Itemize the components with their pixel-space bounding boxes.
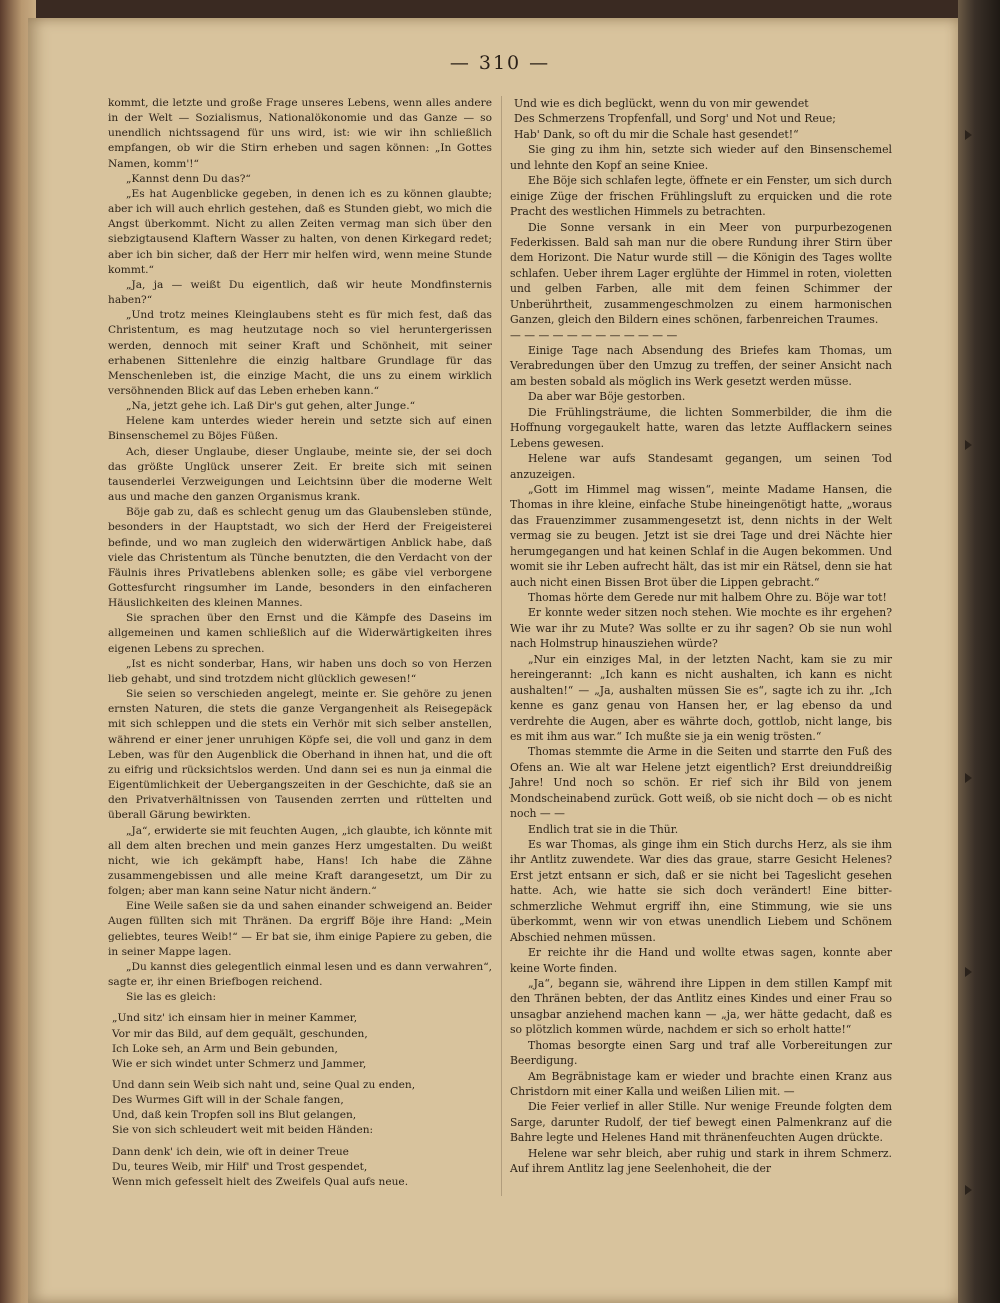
paragraph: Helene kam unterdes wieder herein und setzte sich auf einen Binsenschemel zu Böjes Füßen. (108, 415, 492, 443)
paragraph: „Und trotz meines Kleinglaubens steht es für mich fest, daß das Christentum, es mag heutzutage noch so viel heruntergerissen werden, dennoch mit seiner Kraft und Schönheit, mit seiner erhabenen Sittenlehre die einzig haltbare Grundlage für das Menschenleben ist, die einzige Macht, die uns zu einem wirklich versöhnenden Blick auf das Leben erheben kann.“ (108, 309, 492, 397)
paragraph: „Nur ein einziges Mal, in der letzten Nacht, kam sie zu mir hereingerannt: „Ich kann es nicht aushalten, ich kann es nicht aushalten!“ — „Ja, aushalten müssen Sie es“, sagte ich zu ihr. „Ich kenne es ganz genau von Hansen her, er lag ebenso da und verdrehte die Augen, aber es währte doch, gottlob, nicht lange, bis es mit ihm aus war.“ Ich mußte sie ja ein wenig trösten.“ (510, 652, 892, 743)
paragraph: Sie ging zu ihm hin, setzte sich wieder auf den Binsenschemel und lehnte den Kopf an seine Kniee. (510, 143, 892, 172)
paragraph: Die Feier verlief in aller Stille. Nur wenige Freunde folgten dem Sarge, darunter Rudolf, der tief bewegt einen Palmenkranz auf die Bahre legte und Helenes Hand mit thränenfeuchten Augen drückte. (510, 1100, 892, 1145)
verse-line: Sie von sich schleudert weit mit beiden Händen: (112, 1124, 374, 1137)
paragraph: Ehe Böje sich schlafen legte, öffnete er ein Fenster, um sich durch einige Züge der frischen Frühlingsluft zu erquicken und die rote Pracht des westlichen Himmels zu betrachten. (510, 174, 892, 219)
paragraph: Helene war sehr bleich, aber ruhig und stark in ihrem Schmerz. Auf ihrem Antlitz lag jene Seelenhoheit, die der (510, 1146, 892, 1176)
verse-line: Ich Loke seh, an Arm und Bein gebunden, (112, 1042, 338, 1055)
scan-marker-icon (965, 773, 972, 783)
verse-line: Des Wurmes Gift will in der Schale fangen, (112, 1094, 344, 1107)
paragraph: Eine Weile saßen sie da und sahen einander schweigend an. Beider Augen füllten sich mit Thränen. Da ergriff Böje ihre Hand: „Mein geliebtes, teures Weib!“ — Er bat sie, ihm einige Papiere zu geben, die in seiner Mappe lagen. (108, 900, 492, 958)
paragraph: „Ist es nicht sonderbar, Hans, wir haben uns doch so von Herzen lieb gehabt, und sind trotzdem nicht glücklich gewesen!“ (108, 657, 492, 685)
paragraph: „Ja“, erwiderte sie mit feuchten Augen, „ich glaubte, ich könnte mit all dem alten brechen und mein ganzes Herz umgestalten. Du weißt nicht, wie ich gekämpft habe, Hans! Ich habe die Zähne zusammengebissen und alle meine Kraft darangesetzt, um Dir zu folgen; aber man kann seine Natur nicht ändern.“ (108, 824, 492, 898)
paragraph: Thomas besorgte einen Sarg und traf alle Vorbereitungen zur Beerdigung. (510, 1038, 892, 1068)
scan-marker-icon (965, 1185, 972, 1195)
paragraph: Die Sonne versank in ein Meer von purpurbezogenen Federkissen. Bald sah man nur die obere Rundung ihrer Stirn über dem Horizont. Die Natur wurde still — die Königin des Tages wollte schlafen. Ueber ihrem Lager erglühte der Himmel in roten, violetten und gelben Farben, alle mit dem feinen Schimmer der Unberührtheit, zusammengeschmolzen zu einem harmonischen Ganzen, gleich den Bildern eines schönen, farbenreichen Traumes. (510, 220, 892, 327)
paragraph: Sie seien so verschieden angelegt, meinte er. Sie gehöre zu jenen ernsten Naturen, die stets die ganze Vergangenheit als Reisegepäck mit sich schleppen und die stets ein Verhör mit sich selber anstellen, während er einer jener unruhigen Köpfe sei, die voll und ganz in dem Leben, was für den Augenblick die Oberhand in ihnen hat, und die oft zu eifrig und rücksichtslos werden. Und dann sei es nun ja einmal die Eigentümlichkeit der Uebergangszeiten in der Geschichte, daß sie an den Privatverhältnissen von Tausenden zerrten und rüttelten und überall Gärung bewirkten. (108, 688, 492, 822)
paragraph: „Na, jetzt gehe ich. Laß Dir's gut gehen, alter Junge.“ (126, 400, 415, 413)
paragraph: Da aber war Böje gestorben. (528, 390, 686, 404)
paragraph: „Ja“, begann sie, während ihre Lippen in dem stillen Kampf mit den Thränen bebten, der das Antlitz eines Kindes und einer Frau so unsagbar anziehend machen kann — „ja, wer hätte gedacht, daß es so plötzlich kommen würde, nachdem er sich so erholt hatte!“ (510, 976, 892, 1037)
paragraph: Thomas stemmte die Arme in die Seiten und starrte den Fuß des Ofens an. Wie alt war Helene jetzt eigentlich? Erst dreiunddreißig Jahre! Und noch so schön. Er rief sich ihr Bild von jenem Mondscheinabend zurück. Gott weiß, ob sie nicht doch — ob es nicht noch — — (510, 745, 892, 821)
paragraph: — — — — — — — — — — — — (510, 328, 678, 342)
scan-marker-icon (965, 967, 972, 977)
paragraph: Thomas hörte dem Gerede nur mit halbem Ohre zu. Böje war tot! (528, 591, 887, 604)
verse-line: „Und sitz' ich einsam hier in meiner Kammer, (112, 1012, 358, 1025)
paragraph: Er konnte weder sitzen noch stehen. Wie mochte es ihr ergehen? Wie war ihr zu Mute? Was sollte er zu ihr sagen? Ob sie nun wohl nach Holmstrup hinausziehen würde? (510, 606, 892, 651)
paragraph: Am Begräbnistage kam er wieder und brachte einen Kranz aus Christdorn mit einer Kalla und weißen Lilien mit. — (510, 1069, 892, 1098)
right-text-column (510, 96, 892, 1177)
paragraph: „Ja, ja — weißt Du eigentlich, daß wir heute Mondfinsternis haben?“ (108, 278, 492, 307)
verse-line: Und wie es dich beglückt, wenn du von mir gewendet (514, 97, 809, 110)
paragraph: Helene war aufs Standesamt gegangen, um seinen Tod anzuzeigen. (510, 452, 892, 481)
verse-line: Hab' Dank, so oft du mir die Schale hast gesendet!“ (514, 127, 799, 141)
scan-marker-icon (965, 440, 972, 450)
verse-line: Wenn mich gefesselt hielt des Zweifels Qual aufs neue. (112, 1175, 409, 1188)
scan-border-right (958, 0, 1000, 1303)
paragraph: „Es hat Augenblicke gegeben, in denen ich es zu können glaubte; aber ich will auch ehrlich gestehen, daß es Stunden giebt, wo mich die Angst überkommt. Nicht zu allen Zeiten vermag man sich über den siebzigtausend Klaftern Wasser zu halten, von denen Kirkegard redet; aber ich bin sicher, daß der Herr mir helfen wird, wenn meine Stunde kommt.“ (108, 187, 492, 276)
paragraph: Die Frühlingsträume, die lichten Sommerbilder, die ihm die Hoffnung vorgegaukelt hatte, waren das letzte Aufflackern seines Lebens gewesen. (510, 405, 892, 450)
verse-line: Vor mir das Bild, auf dem gequält, geschunden, (112, 1027, 368, 1040)
paragraph: Es war Thomas, als ginge ihm ein Stich durchs Herz, als sie ihm ihr Antlitz zuwendete. War dies das graue, starre Gesicht Helenes? Erst jetzt entsann er sich, daß er sie nicht bei Tageslicht gesehen hatte. Ach, wie hatte sie sich doch verändert! Eine bitter-schmerzliche Wehmut ergriff ihn, eine Stimmung, wie sie uns überkommt, wenn wir von etwas unendlich Liebem und Schönem Abschied nehmen müssen. (510, 838, 892, 944)
paragraph: Endlich trat sie in die Thür. (528, 822, 679, 836)
paragraph: kommt, die letzte und große Frage unseres Lebens, wenn alles andere in der Welt — Sozialismus, Nationalökonomie und das Ganze — so unendlich nichtssagend für uns wird, ist: wie wir ihn schließlich empfangen, ob wir die Stirn erheben und sagen können: „In Gottes Namen, komm'!“ (108, 97, 492, 170)
paragraph: Ach, dieser Unglaube, dieser Unglaube, meinte sie, der sei doch das größte Unglück unserer Zeit. Er breite sich mit seinen tausenderlei Verzweigungen und Leichtsinn über die moderne Welt aus und mache den ganzen Organismus krank. (108, 445, 492, 504)
paragraph: „Du kannst dies gelegentlich einmal lesen und es dann verwahren“, sagte er, ihr einen Briefbogen reichend. (108, 960, 492, 989)
paragraph: Er reichte ihr die Hand und wollte etwas sagen, konnte aber keine Worte finden. (510, 946, 892, 975)
verse-line: Wie er sich windet unter Schmerz und Jammer, (112, 1057, 367, 1070)
paragraph: „Gott im Himmel mag wissen“, meinte Madame Hansen, die Thomas in ihre kleine, einfache Stube hineingenötigt hatte, „woraus das Frauenzimmer zusammengesetzt ist, denn nichts in der Welt vermag sie zu beugen. Jetzt ist sie drei Tage und drei Nächte hier herumgegangen und hat keinen Schlaf in die Augen bekommen. Und womit sie ihr Leben aufrecht hält, das ist mir ein Rätsel, denn sie hat auch nicht einen Bissen Brot über die Lippen gebracht.“ (510, 482, 892, 589)
paragraph: Einige Tage nach Absendung des Briefes kam Thomas, um Verabredungen über den Umzug zu treffen, der seiner Ansicht nach am besten sobald als möglich ins Werk gesetzt werden müsse. (510, 344, 892, 388)
verse-line: Und dann sein Weib sich naht und, seine Qual zu enden, (112, 1079, 416, 1091)
column-divider (501, 96, 502, 1196)
paragraph: Sie sprachen über den Ernst und die Kämpfe des Daseins im allgemeinen und kamen schließlich auf die Widerwärtigkeiten ihres eigenen Lebens zu sprechen. (108, 612, 492, 655)
paragraph: Böje gab zu, daß es schlecht genug um das Glaubensleben stünde, besonders in der Hauptstadt, wo sich der Herd der Freigeisterei befinde, und wo man zugleich den widerwärtigen Anblick habe, daß viele das Christentum als Tünche benutzten, die den Verdacht von der Fäulnis ihres Privatlebens ablenken solle; es gäbe viel verborgene Gottesfurcht ringsumher im Lande, besonders in den einfacheren Häuslichkeiten des kleinen Mannes. (108, 506, 492, 610)
verse-line: Des Schmerzens Tropfenfall, und Sorg' und Not und Reue; (514, 112, 836, 126)
left-text-column (108, 96, 492, 1190)
paragraph: „Kannst denn Du das?“ (126, 172, 251, 185)
scan-marker-icon (965, 130, 972, 140)
verse-line: Du, teures Weib, mir Hilf' und Trost gespendet, (112, 1160, 368, 1173)
paragraph: Sie las es gleich: (126, 991, 217, 1004)
verse-line: Dann denk' ich dein, wie oft in deiner Treue (112, 1145, 349, 1158)
verse-line: Und, daß kein Tropfen soll ins Blut gelangen, (112, 1109, 357, 1122)
page-number: — 310 — (449, 52, 551, 74)
